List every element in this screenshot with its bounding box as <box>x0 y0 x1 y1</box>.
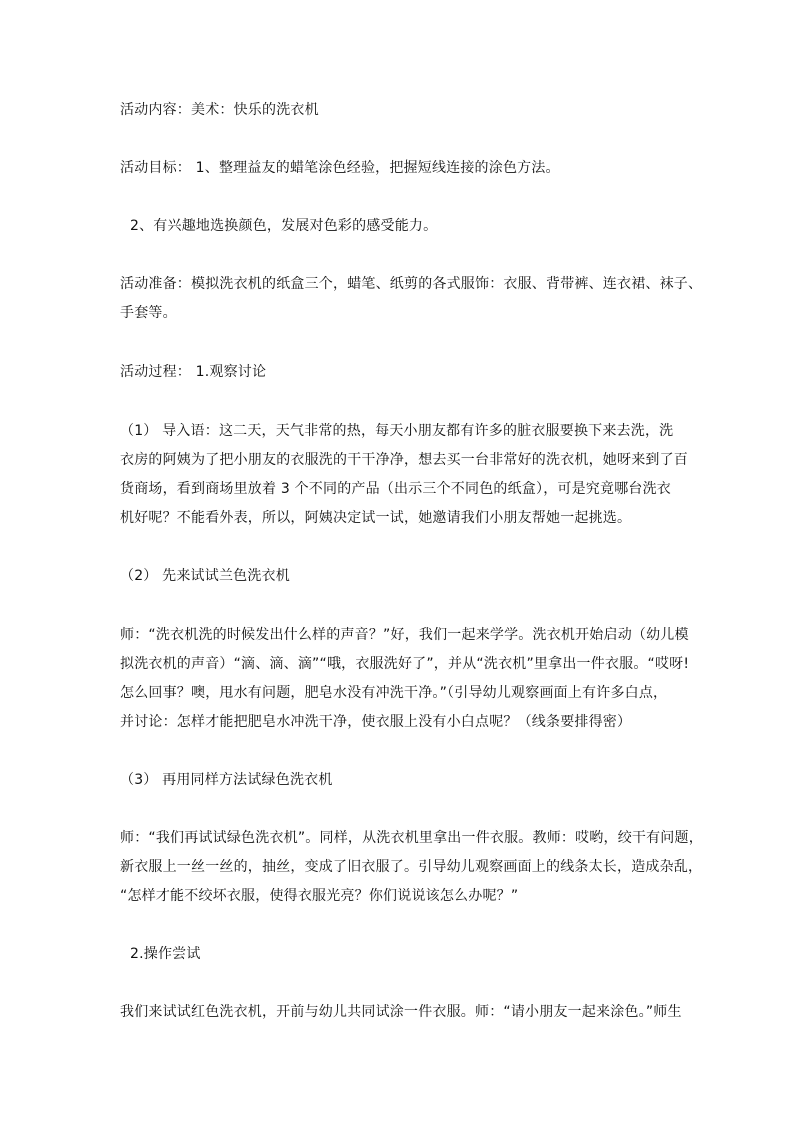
step2-heading: （2） 先来试试兰色洗衣机 <box>120 568 290 584</box>
activity-goal-line-2: 2、有兴趣地选换颜色，发展对色彩的感受能力。 <box>130 218 438 234</box>
step3-paragraph-line: “怎样才能不绞坏衣服，使得衣服光亮？你们说说该怎么办呢？” <box>120 888 519 904</box>
step1-paragraph-line: 货商场，看到商场里放着 3 个不同的产品（出示三个不同色的纸盒），可是究竟哪台洗衣 <box>120 481 672 497</box>
step2-paragraph-line: 并讨论：怎样才能把肥皂水冲洗干净，使衣服上没有小白点呢？（线条要排得密） <box>120 714 632 730</box>
step1-paragraph-line: 机好呢？不能看外表，所以，阿姨决定试一试，她邀请我们小朋友帮她一起挑选。 <box>120 510 632 526</box>
step2-paragraph-line: 拟洗衣机的声音）“滴、滴、滴”“哦，衣服洗好了”，并从“洗衣机”里拿出一件衣服。“哎呀! <box>120 656 690 672</box>
activity-content-line: 活动内容：美术：快乐的洗衣机 <box>120 102 319 118</box>
section2-paragraph-line: 我们来试试红色洗衣机，开前与幼儿共同试涂一件衣服。师：“请小朋友一起来涂色。”师生 <box>120 1004 682 1020</box>
step2-paragraph-line: 师：“洗衣机洗的时候发出什么样的声音？”好，我们一起来学学。洗衣机开始启动（幼儿模 <box>120 627 689 643</box>
step3-paragraph-line: 新衣服上一丝一丝的，抽丝，变成了旧衣服了。引导幼儿观察画面上的线条太长，造成杂乱， <box>120 859 703 875</box>
section2-heading: 2.操作尝试 <box>130 946 201 962</box>
activity-prep-line: 活动准备：模拟洗衣机的纸盒三个，蜡笔、纸剪的各式服饰：衣服、背带裤、连衣裙、袜子、 <box>120 276 703 292</box>
activity-prep-line: 手套等。 <box>120 305 177 321</box>
step3-paragraph-line: 师：“我们再试试绿色洗衣机”。同样，从洗衣机里拿出一件衣服。教师：哎哟，绞干有问题， <box>120 830 703 846</box>
step1-paragraph-line: 衣房的阿姨为了把小朋友的衣服洗的干干净净，想去买一台非常好的洗衣机，她呀来到了百 <box>120 452 688 468</box>
step3-heading: （3） 再用同样方法试绿色洗衣机 <box>120 772 333 788</box>
step2-paragraph-line: 怎么回事？噢，甩水有问题，肥皂水没有冲洗干净。”（引导幼儿观察画面上有许多白点， <box>120 685 668 701</box>
activity-goal-line-1: 活动目标： 1、整理益友的蜡笔涂色经验，把握短线连接的涂色方法。 <box>120 160 560 176</box>
step1-paragraph-line: （1） 导入语：这二天，天气非常的热，每天小朋友都有许多的脏衣服要换下来去洗，洗 <box>120 423 674 439</box>
activity-process-line: 活动过程： 1.观察讨论 <box>120 364 267 380</box>
